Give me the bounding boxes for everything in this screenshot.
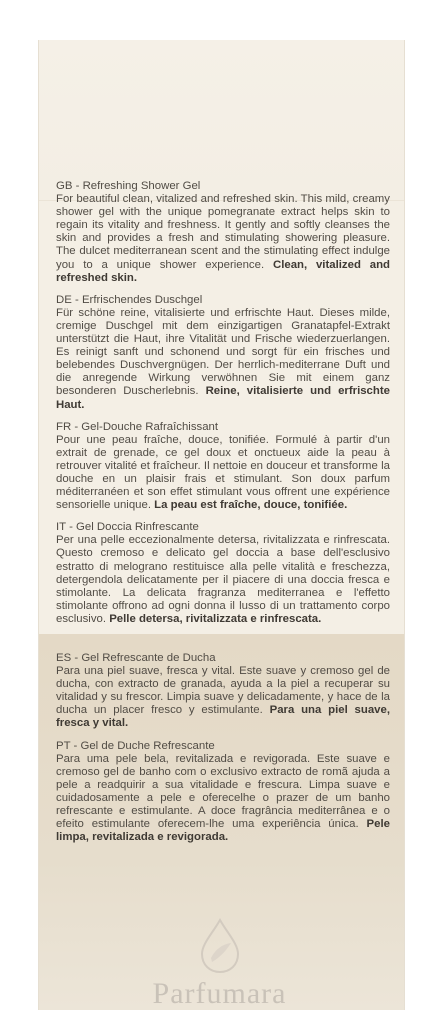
section-bold-claim: Reine, vitalisierte und erfrischte Haut. — [56, 385, 390, 411]
section-body: Para una piel suave, fresca y vital. Este suave y cremoso gel de ducha, con extracto de granada, ayuda a la piel a recuperar su vitalidad y su frescor. Limpia suave y delicadamente, y hace de la ducha un placer fresco y estimulante. Para una piel suave, fresca y vital. — [56, 665, 390, 730]
section-es — [56, 652, 390, 731]
section-de — [56, 294, 390, 412]
droplet-logo-icon — [194, 918, 246, 974]
section-bold-claim: La peau est fraîche, douce, tonifiée. — [154, 499, 348, 512]
section-it — [56, 521, 390, 626]
section-heading: DE - Erfrischendes Duschgel — [56, 293, 203, 306]
section-bold-claim: Para una piel suave, fresca y vital. — [56, 704, 390, 730]
section-body: Per una pelle eccezionalmente detersa, rivitalizzata e rinfrescata. Questo cremoso e delicato gel doccia a base dell'esclusivo estratto di melograno restituisce alla pelle vitalità e freschezza, detergendola delicatamente per il piacere di una doccia fresca e stimolante. La delicata fragranza mediterranea e l'effetto stimolante offrono ad ogni donna il lusso di un trattamento corpo esclusivo. Pelle detersa, rivitalizzata e rinfrescata. — [56, 534, 390, 625]
section-body: Für schöne reine, vitalisierte und erfrischte Haut. Dieses milde, cremige Duschgel mit dem einzigartigen Granatapfel-Extrakt unterstützt die Haut, ihre Vitalität und Frische wiederzuerlangen. Es reinigt sanft und schonend und sorgt für ein frisches und belebendes Duschvergnügen. Der herrlich-mediterrane Duft und die anregende Wirkung verwöhnen Sie mit einem ganz besonderen Duscherlebnis. Reine, vitalisierte und erfrischte Haut. — [56, 306, 390, 411]
section-heading: ES - Gel Refrescante de Ducha — [56, 652, 216, 664]
section-bold-claim: Pelle detersa, rivitalizzata e rinfrescata. — [109, 612, 322, 625]
section-heading: GB - Refreshing Shower Gel — [56, 180, 201, 192]
watermark-logo-text: Parfumara — [152, 977, 287, 1010]
section-gb — [56, 180, 390, 285]
section-body: Pour une peau fraîche, douce, tonifiée. Formulé à partir d'un extrait de grenade, ce gel doux et onctueux aide la peau à retrouver vitalité et fraîcheur. Il nettoie en douceur et transforme la douche en un plaisir frais et stimulant. Son doux parfum méditerranéen et son effet stimulant vous offrent une expérience sensorielle unique. La peau est fraîche, douce, tonifiée. — [56, 433, 390, 512]
section-fr — [56, 421, 390, 513]
section-pt — [56, 740, 390, 845]
section-body: Para uma pele bela, revitalizada e revigorada. Este suave e cremoso gel de banho com o exclusivo extracto de romã ajuda a pele a readquirir a sua vitalidade e frescura. Limpa suave e cuidadosamente a pele e oferecelhe o prazer de um banho refrescante e estimulante. A doce fragrância mediterrânea e o efeito estimulante oferecem-lhe uma experiência única. Pele limpa, revitalizada e revigorada. — [56, 752, 390, 844]
section-heading: IT - Gel Doccia Rinfrescante — [56, 521, 199, 534]
ingredients-text-block — [56, 180, 390, 853]
box-top-band — [39, 40, 404, 201]
section-heading: PT - Gel de Duche Refrescante — [56, 739, 215, 752]
section-heading: FR - Gel-Douche Rafraîchissant — [56, 420, 219, 433]
section-body: For beautiful clean, vitalized and refreshed skin. This mild, creamy shower gel with the unique pomegranate extract helps skin to regain its vitality and freshness. It gently and softly cleanses the skin and provides a fresh and stimulating showering pleasure. The dulcet mediterranean scent and the stimulating effect indulge you to a unique shower experience. Clean, vitalized and refreshed skin. — [56, 193, 390, 284]
section-bold-claim: Pele limpa, revitalizada e revigorada. — [56, 818, 390, 844]
section-bold-claim: Clean, vitalized and refreshed skin. — [56, 258, 390, 284]
